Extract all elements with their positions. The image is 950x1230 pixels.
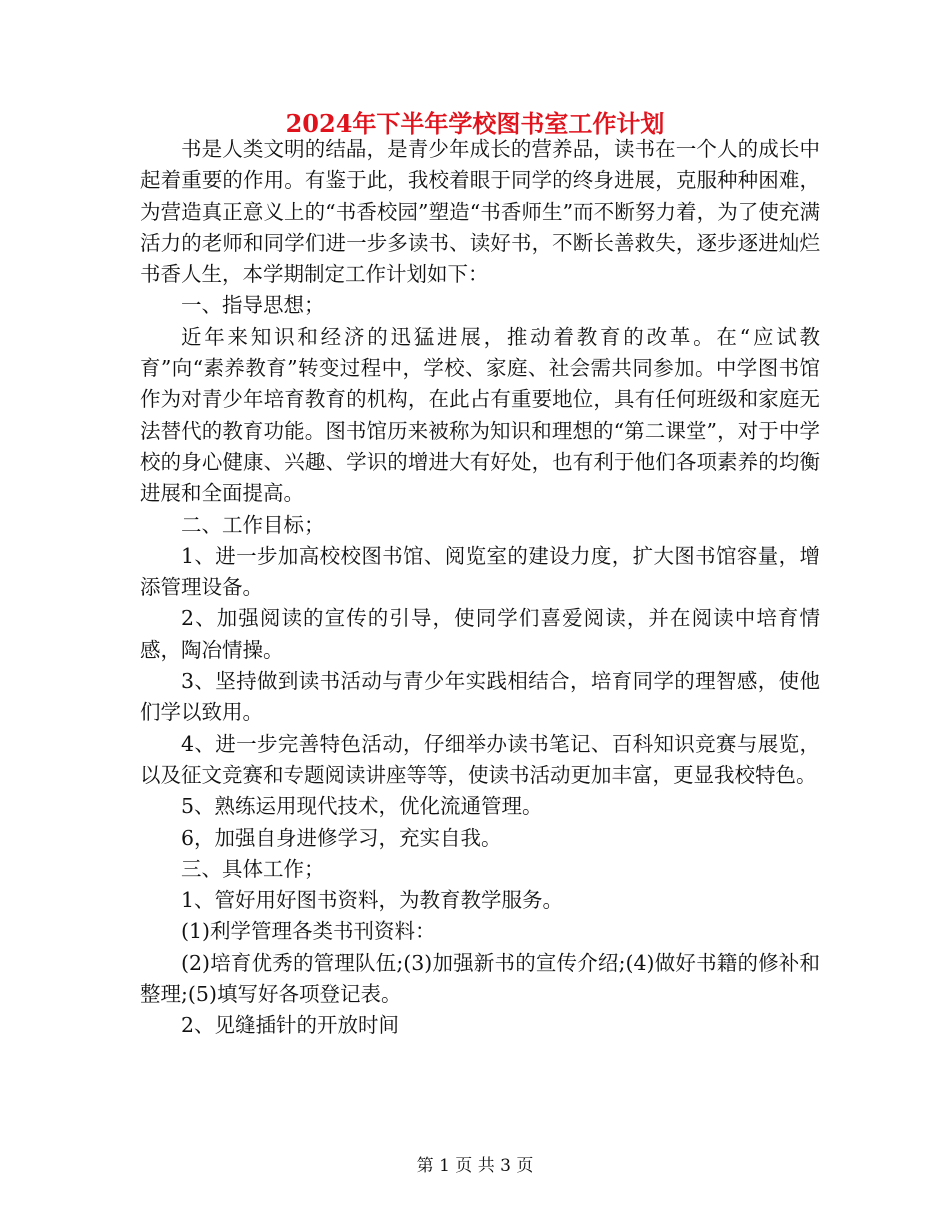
goal-item-1: 1、进一步加高校校图书馆、阅览室的建设力度，扩大图书馆容量，增添管理设备。 [140,543,820,600]
goal-item-4: 4、进一步完善特色活动，仔细举办读书笔记、百科知识竞赛与展览，以及征文竞赛和专题阅读讲座等等，使读书活动更加丰富，更显我校特色。 [140,731,820,787]
paragraph-guiding-thought: 近年来知识和经济的迅猛进展，推动着教育的改革。在“应试教育”向“素养教育”转变过程中，学校、家庭、社会需共同参加。中学图书馆作为对青少年培育教育的机构，在此占有重要地位，具有任何班级和家庭无法替代的教育功能。图书馆历来被称为知识和理想的“第二课堂”，对于中学校的身心健康、兴趣、学识的增进大有好处，也有利于他们各项素养的均衡进展和全面提高。 [140,324,820,506]
paragraph-intro: 书是人类文明的结晶，是青少年成长的营养品，读书在一个人的成长中起着重要的作用。有鉴于此，我校着眼于同学的终身进展，克服种种困难，为营造真正意义上的“书香校园”塑造“书香师生”而不断努力着，为了使充满活力的老师和同学们进一步多读书、读好书，不断长善救失，逐步逐进灿烂书香人生，本学期制定工作计划如下： [140,137,820,287]
goal-item-2: 2、加强阅读的宣传的引导，使同学们喜爱阅读，并在阅读中培育情感，陶冶情操。 [140,606,820,662]
goal-item-3: 3、坚持做到读书活动与青少年实践相结合，培育同学的理智感，使他们学以致用。 [140,669,820,725]
heading-work-goals: 二、工作目标； [181,512,325,537]
work-subitem-1: (1)利学管理各类书刊资料： [181,919,436,944]
work-item-1: 1、管好用好图书资料，为教育教学服务。 [181,888,564,913]
page-footer: 第 1 页 共 3 页 [416,1156,534,1176]
work-subitems-2-5: (2)培育优秀的管理队伍;(3)加强新书的宣传介绍;(4)做好书籍的修补和整理;(5)填写好各项登记表。 [140,950,820,1007]
heading-specific-work: 三、具体工作； [181,856,325,881]
document-body [140,134,820,1042]
goal-item-5: 5、熟练运用现代技术，优化流通管理。 [181,794,543,819]
goal-item-6: 6，加强自身进修学习，充实自我。 [181,825,502,850]
work-item-2: 2、见缝插针的开放时间 [181,1013,400,1038]
document-title: 2024年下半年学校图书室工作计划 [285,109,665,138]
heading-guiding-thought: 一、指导思想； [181,293,325,318]
